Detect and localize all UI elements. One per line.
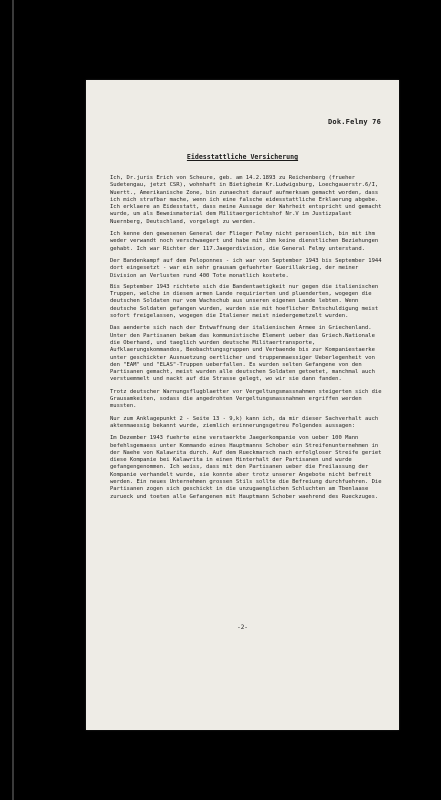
paragraph-reprisals: Trotz deutscher Warnungsflugblaetter vor Vergeltungsmassnahmen steigerten sich die Grausamkeiten, sodass die angedrohten Vergeltungsmassnahmen ergriffen werden mussten. [110, 388, 382, 410]
paragraph-after-disarmament: Das aenderte sich nach der Entwaffnung der italienischen Armee in Griechenland. Unter den Partisanen bekam das kommunistische Element ueber das Griech.Nationale die Oberhand, und taeglich wurden deutsche Militaertransporte, Aufklaerungskommandos, Beobachtungsgruppen und Verbaende bis zur Kompaniestaerke unter geschickter Ausnuetzung oertlicher und truppenmaessiger Ueberlegenheit von den "EAM" und "ELAS"-Truppen ueberfallen. Es wurden selten Gefangene von den Partisanen gemacht, meist wurden alle deutschen Soldaten getoetet, manchmal auch verstuemmelt und nackt auf die Strasse gelegt, wo wir sie dann fanden. [110, 325, 375, 383]
paragraph-count-2: Nur zum Anklagepunkt 2 - Seite 13 - 9,k) kann ich, da mir dieser Sachverhalt auch aktenmaessig bekannt wurde, ziemlich erinnerungsgetreu Folgendes aussagen: [110, 415, 379, 429]
document-page [86, 80, 399, 730]
paragraph-before-september: Bis September 1943 richtete sich die Bandentaetigkeit nur gegen die italienischen Truppen, welche in diesem armen Lande requirierten und pluenderten, wogegen die deutschen Soldaten nur vom Wachschub aus unseren eigenen Lande lebten. Wenn deutsche Soldaten gefangen wurden, wurden sie mit hoeflicher Entschuldigung meist sofort freigelassen, wogegen die Italiener meist niedergemetzelt wurden. [110, 283, 379, 320]
paragraph-relationship: Ich kenne den gewesenen General der Flieger Felmy nicht persoenlich, bin mit ihm weder verwandt noch verschwaegert und habe mit ihm keine dienstlichen Beziehungen gehabt. Ich war Richter der 117.Jaegerdivision, die General Felmy unterstand. [110, 231, 379, 252]
film-edge [12, 0, 14, 800]
page-content [86, 80, 399, 730]
document-title: Eidesstattliche Versicherung [186, 153, 299, 161]
paragraph-december-1943: Im Dezember 1943 fuehrte eine verstaerkte Jaegerkompanie von ueber 100 Mann befehlsgemaess unter Kommando eines Hauptmanns Schober ein Streifenunternehmen in der Naehe von Kalawrita durch. Auf dem Rueckmarsch nach erfolgloser Streife geriet diese Kompanie bei Kalawrita in einen Hinterhalt der Partisanen und wurde gefangengenommen. Ich weiss, dass mit den Partisanen ueber die Freilassung der Kompanie verhandelt wurde, sie konnte aber trotz unserer Angebote nicht befreit werden. Ein neues Unternehmen grossen Stils sollte die Befreiung durchfuehren. Die Partisanen zogen sich geschickt in die unzugaenglichen Schluchten am Tbenlaase zurueck und toeten alle Gefangenen mit Hauptmann Schober waehrend des Rueckzuges. [110, 435, 382, 500]
document-reference: Dok.Felmy 76 [328, 118, 381, 126]
paragraph-identity: Ich, Dr.juris Erich von Scheure, geb. am 14.2.1893 zu Reichenberg (frueher Sudetengau, jetzt CSR), wohnhaft in Bietigheim Kr.Ludwigsburg, Loechgauerstr.6/I, Wuertt., Amerikanische Zone, bin zunaechst darauf aufmerksam gemacht worden, dass ich mich strafbar mache, wenn ich eine falsche eidesstattliche Erklaerung abgebe. Ich erklaere an Eidesstatt, dass meine Aussage der Wahrheit entspricht und gemacht wurde, um als Beweismaterial dem Militaergerichtshof Nr.V im Justizpalast Nuernberg, Deutschland, vorgelegt zu werden. [110, 175, 382, 225]
page-number: -2- [237, 624, 248, 631]
document-body [110, 175, 385, 506]
paragraph-peloponnese: Der Bandenkampf auf dem Peloponnes - ich war von September 1943 bis September 1944 dort eingesetzt - war ein sehr grausam gefuehrter Guerillakrieg, der meiner Division an Verlusten rund 400 Tote monatlich kostete. [110, 257, 382, 279]
